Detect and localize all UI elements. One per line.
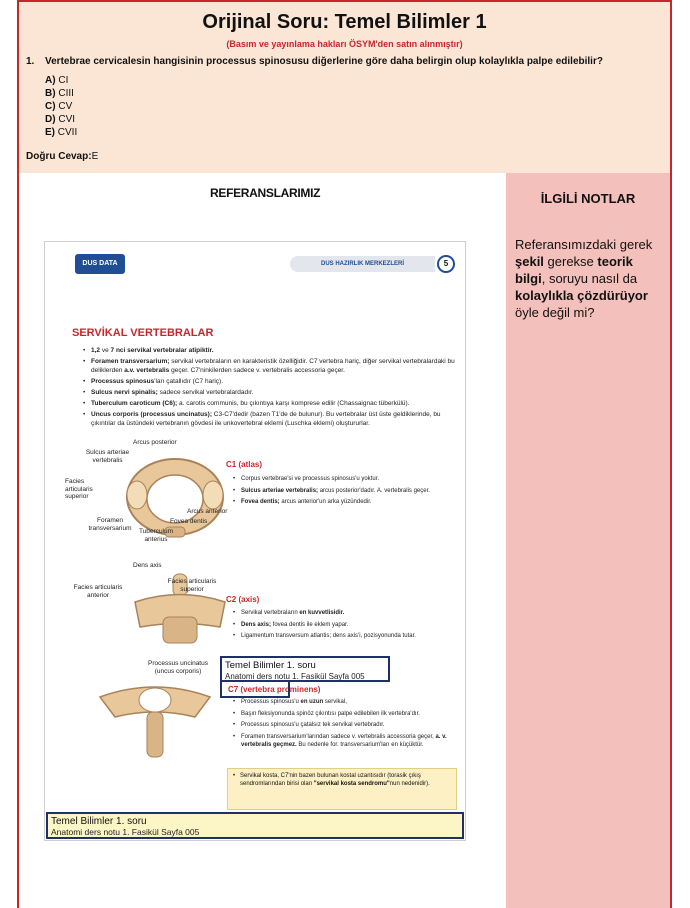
reference-box-bottom	[46, 812, 464, 839]
label-arcus-posterior: Arcus posterior	[133, 439, 177, 446]
option-b: B) CIII	[45, 88, 74, 99]
atlas-item: • Fovea dentis; arcus anterior'un arka yüzündedir.	[233, 498, 466, 507]
answer-options	[45, 74, 77, 139]
question-text: Vertebrae cervicalesin hangisinin processus spinosusu diğerlerine göre daha belirgin olup kolaylıkla palpe edilebilir?	[45, 56, 603, 67]
question-number: 1.	[26, 56, 35, 67]
reference-box-bottom-title: Temel Bilimler 1. soru	[51, 816, 147, 827]
page-title: Orijinal Soru: Temel Bilimler 1	[202, 11, 487, 33]
header-band: DUS HAZIRLIK MERKEZLERİ	[290, 256, 435, 272]
label-tuberculum: Tuberculum anterius	[138, 528, 174, 543]
option-c: C) CV	[45, 101, 73, 112]
axis-item: • Ligamentum transversum atlantis; dens axis'i, pozisyonunda tutar.	[233, 632, 466, 641]
c7-item: • Foramen transversarium'larından sadece v. vertebralis accessoria geçer, a. v. vertebralis geçmez. Bu nedenle for. transversarium'ları en küçüktür.	[233, 733, 466, 750]
notes-heading: İLGİLİ NOTLAR	[540, 191, 636, 206]
c7-item: • Processus spinosus'u en uzun servikal,	[233, 698, 466, 707]
option-a: A) CI	[45, 75, 69, 86]
references-heading: REFERANSLARIMIZ	[210, 186, 321, 200]
c7-item: • Başın fleksiyonunda spinöz çıkıntısı palpe edilebilen ilk vertebra'dır.	[233, 710, 466, 719]
c7-highlight-outline	[220, 682, 290, 698]
publisher-logo: DUS DATA	[75, 254, 125, 274]
axis-list	[233, 609, 466, 644]
label-foramen: Foramen transversarium	[88, 517, 132, 532]
correct-answer: Doğru Cevap:E	[26, 151, 99, 162]
label-facies-superior: Facies articularis superior	[65, 478, 93, 500]
option-d: D) CVI	[45, 114, 76, 125]
bullet-item: • Processus spinosus'ları çatallıdır (C7 hariç).	[83, 377, 458, 386]
c7-list	[233, 698, 466, 753]
label-fovea: Fovea dentis	[170, 518, 208, 525]
reference-box-top-sub: Anatomi ders notu 1. Fasikül Sayfa 005	[225, 672, 365, 681]
axis-title: C2 (axis)	[226, 595, 260, 604]
label-facies-superior-axis: Facies articularis superior	[167, 578, 217, 593]
servikal-kosta-note: • Servikal kosta, C7'nin bazen bulunan kostal uzantısıdır (torasik çıkış sendromlarından birisi olan "servikal kosta sendromu"nun nedenidir).	[227, 768, 457, 810]
option-e: E) CVII	[45, 127, 78, 138]
reference-box-bottom-sub: Anatomi ders notu 1. Fasikül Sayfa 005	[51, 827, 200, 837]
reference-page-image	[44, 241, 466, 841]
c7-title: C7 (vertebra prominens)	[228, 685, 321, 694]
label-arcus-anterior: Arcus anterior	[187, 508, 228, 515]
c7-illustration	[95, 672, 215, 762]
page-number: 5	[437, 255, 455, 273]
bullet-item: • Sulcus nervi spinalis; sadece servikal vertebralardadır.	[83, 388, 458, 397]
reference-box-top-title: Temel Bilimler 1. soru	[225, 660, 316, 671]
atlas-item: • Sulcus arteriae vertebralis; arcus posterior'dadır. A. vertebralis geçer.	[233, 487, 466, 496]
label-uncinatus: Processus uncinatus (uncus corporis)	[148, 660, 208, 675]
axis-item: • Dens axis; fovea dentis ile eklem yapar.	[233, 621, 466, 630]
atlas-list	[233, 475, 466, 510]
question-panel	[19, 2, 670, 173]
copyright-note: (Basım ve yayınlama hakları ÖSYM'den satın alınmıştır)	[226, 39, 463, 49]
notes-text: Referansımızdaki gerek şekil gerekse teorik bilgi, soruyu nasıl da kolaylıkla çözdürüyor öyle değil mi?	[515, 237, 653, 320]
reference-box-top	[220, 656, 390, 682]
bullet-item: • Tuberculum caroticum (C6); a. carotis communis, bu çıkıntıya karşı komprese edilir (Chassaignac tüberkülü).	[83, 399, 458, 408]
section-bullets	[83, 346, 458, 430]
notes-panel	[506, 173, 670, 908]
bullet-item: • 1,2 ve 7 nci servikal vertebralar atipiktir.	[83, 346, 458, 355]
atlas-item: • Corpus vertebrae'si ve processus spinosus'u yoktur.	[233, 475, 466, 484]
bullet-item: • Foramen transversarium; servikal vertebraların en karakteristik özelliğidir. C7 vertebra hariç, diğer servikal vertebralardaki bu deliklerden a.v. vertebralis geçer. C7'ninkilerden sadece v. vertebralis accessoria geçer.	[83, 357, 458, 375]
bullet-item: • Uncus corporis (processus uncinatus); C3-C7'dedir (bazen T1'de de bulunur). Bu vertebralar üst üste geldiklerinde, bu çıkıntılar da üstündeki vertebranın gövdesi ile unkovertebral eklemi (Luschka eklemi) oluştururlar.	[83, 410, 458, 428]
section-title: SERVİKAL VERTEBRALAR	[72, 327, 214, 339]
c7-item: • Processus spinosus'u çatalsız tek servikal vertebradır.	[233, 721, 466, 730]
axis-item: • Servikal vertebraların en kuvvetlisidir.	[233, 609, 466, 618]
atlas-title: C1 (atlas)	[226, 460, 263, 469]
label-sulcus: Sulcus arteriae vertebralis	[85, 449, 130, 464]
label-facies-anterior: Facies articularis anterior	[73, 584, 123, 599]
label-dens: Dens axis	[133, 562, 162, 569]
